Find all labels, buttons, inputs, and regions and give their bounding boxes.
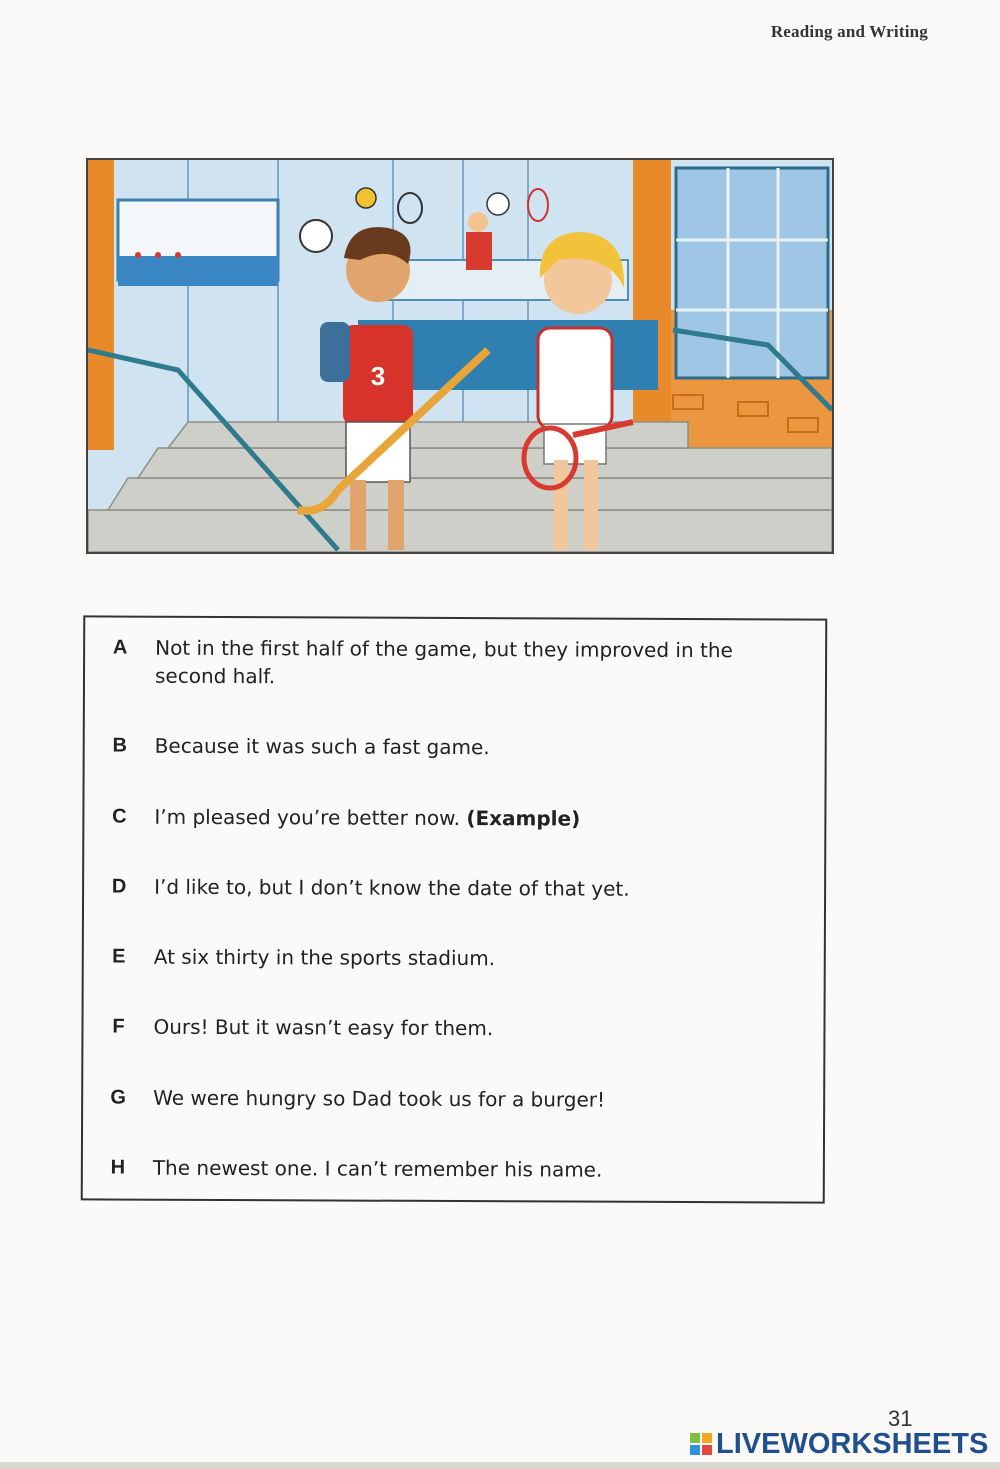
option-text: Not in the first half of the game, but they improved in the second half. — [154, 635, 733, 689]
option-c — [84, 802, 804, 833]
option-text: I’m pleased you’re better now. (Example) — [154, 804, 581, 831]
option-letter: G — [110, 1086, 127, 1109]
option-f — [83, 1012, 803, 1043]
option-text: At six thirty in the sports stadium. — [153, 944, 496, 971]
option-a — [85, 633, 805, 692]
illustration-drawing — [88, 160, 832, 552]
option-g — [83, 1083, 803, 1114]
page-number: 31 — [888, 1406, 913, 1431]
answer-options-box — [81, 615, 828, 1203]
scan-edge — [0, 1462, 1000, 1469]
boy-shirt-number: 3 — [370, 361, 386, 391]
option-text: The newest one. I can’t remember his name. — [152, 1155, 603, 1182]
liveworksheets-logo[interactable] — [690, 1428, 988, 1460]
option-e — [84, 942, 804, 973]
option-d — [84, 872, 804, 903]
option-h — [83, 1153, 803, 1184]
option-letter: D — [111, 875, 127, 898]
option-letter: F — [112, 1015, 125, 1038]
logo-grid-icon — [690, 1433, 712, 1455]
option-text: We were hungry so Dad took us for a burger! — [153, 1085, 606, 1112]
option-text: Ours! But it wasn’t easy for them. — [153, 1014, 494, 1041]
example-tag: (Example) — [466, 806, 581, 831]
option-letter: E — [112, 945, 126, 968]
option-b — [85, 731, 805, 762]
option-text: Because it was such a fast game. — [154, 733, 490, 760]
option-text: I’d like to, but I don’t know the date of that yet. — [154, 874, 630, 901]
logo-text: LIVEWORKSHEETS — [716, 1427, 989, 1460]
option-letter: H — [110, 1156, 126, 1179]
sports-centre-illustration — [86, 158, 834, 554]
option-letter: B — [112, 734, 127, 757]
section-title: Reading and Writing — [770, 22, 928, 41]
option-letter: C — [112, 805, 127, 828]
option-letter: A — [112, 636, 128, 659]
